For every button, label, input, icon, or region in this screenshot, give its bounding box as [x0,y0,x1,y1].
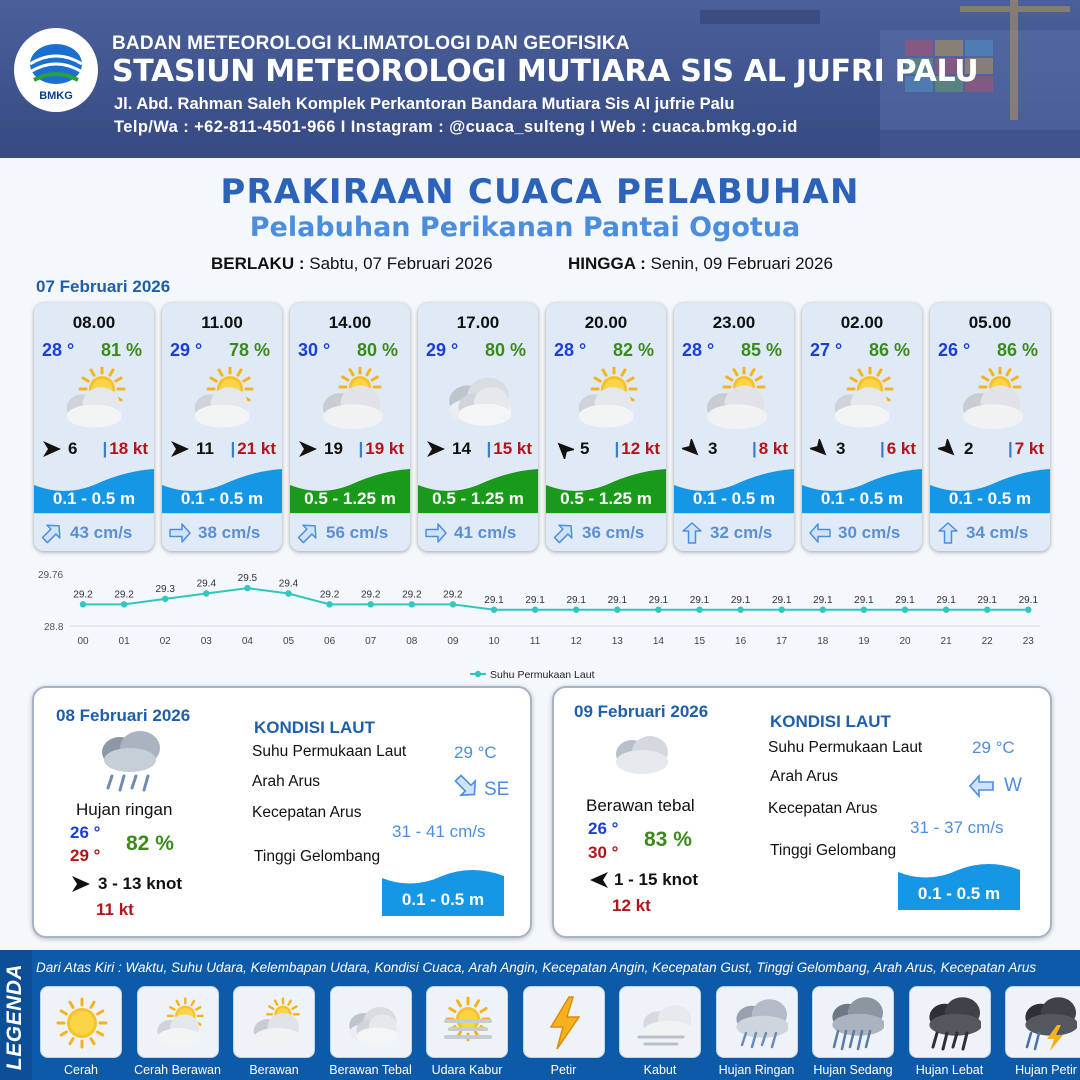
data-label: 29.2 [73,589,93,601]
y-tick-label: 28.8 [44,622,64,633]
valid-to-label: HINGGA : [568,254,646,273]
x-tick-label: 07 [365,636,377,647]
valid-to [568,254,833,274]
data-label: 29.1 [813,594,833,606]
legend-title: LEGENDA [3,963,26,1071]
x-tick-label: 04 [241,636,253,647]
hourly-card [290,303,410,551]
humidity: 82 % [612,340,654,360]
separator: | [879,439,885,458]
gust-value: 8 kt [758,439,788,458]
x-tick-label: 01 [118,636,130,647]
wind-direction-icon [588,870,610,890]
daily-wind-speed: 1 - 15 knot [614,870,699,889]
data-label: 29.1 [1018,594,1039,606]
x-tick-label: 22 [981,636,993,647]
legend-item-label: Hujan Ringan [718,1063,795,1077]
gust-value: 15 kt [493,439,532,458]
wave-height: 0.1 - 0.5 m [692,489,776,508]
current-direction-arrow-icon [680,521,704,545]
sst-value: 29 °C [454,743,497,762]
data-label: 29.1 [895,594,915,606]
current-direction-arrow-icon [168,521,192,545]
forecast-time: 20.00 [584,313,628,332]
forecast-time: 17.00 [456,313,500,332]
gust-speed [880,439,916,459]
x-tick-label: 05 [282,636,295,647]
data-point [532,607,538,613]
humidity: 80 % [356,340,398,360]
day1-date: 07 Februari 2026 [36,277,171,296]
data-point [491,607,497,613]
x-tick-label: 19 [858,636,870,647]
berawan-icon [952,367,1028,429]
current-row [546,513,666,551]
gust-value: 6 kt [886,439,916,458]
legend-item-label: Berawan [249,1063,299,1077]
forecast-time: 23.00 [712,313,756,332]
data-point [162,596,168,602]
current-speed: 41 cm/s [454,523,517,542]
valid-from [211,254,493,274]
data-label: 29.1 [648,594,669,606]
current-direction-arrow-icon [40,521,64,545]
separator: | [102,439,108,458]
forecast-time: 02.00 [840,313,884,332]
sea-condition-title: KONDISI LAUT [254,718,375,737]
forecast-time: 14.00 [328,313,372,332]
cerah-berawan-icon [184,367,260,429]
sea-surface-temperature-chart [30,562,1060,692]
data-point [614,607,620,613]
current-direction-value: SE [484,779,510,800]
x-tick-label: 23 [1022,636,1034,647]
current-speed-label: Kecepatan Arus [768,800,878,817]
separator: | [230,439,236,458]
sst-label: Suhu Permukaan Laut [768,739,923,756]
gust-speed [358,439,404,459]
current-direction-value: W [1004,775,1022,796]
air-temperature: 28 ° [554,340,587,360]
legend-item-label: Berawan Tebal [329,1063,412,1077]
separator: | [751,439,757,458]
data-point [573,607,579,613]
daily-forecast-day2 [32,686,532,938]
wind-direction-icon [70,874,92,894]
current-row [674,513,794,551]
daily-forecast-day3 [552,686,1052,938]
legend-item-label: Kabut [643,1063,677,1077]
station-address: Jl. Abd. Rahman Saleh Komplek Perkantoran Bandara Mutiara Sis Al jufrie Palu [114,95,735,113]
data-label: 29.1 [730,594,751,606]
daily-temp-min: 26 ° [588,819,619,838]
air-temperature: 28 ° [42,340,75,360]
data-point [285,590,291,596]
legend-item [812,986,894,1058]
legend-item-label: Cerah Berawan [134,1063,221,1077]
logo-text: BMKG [39,90,73,102]
page-title: PRAKIRAAN CUACA PELABUHAN [220,172,860,212]
x-tick-label: 15 [693,636,706,647]
air-temperature: 30 ° [298,340,331,360]
current-direction-arrow-icon [808,521,832,545]
current-row [162,513,282,551]
data-label: 29.2 [402,589,422,601]
data-label: 29.4 [196,578,217,590]
humidity: 78 % [228,340,270,360]
valid-from-value: Sabtu, 07 Februari 2026 [309,254,493,273]
data-point [368,601,374,607]
wave-height: 0.1 - 0.5 m [820,489,904,508]
data-label: 29.5 [237,573,258,585]
current-direction-arrow-icon [968,772,996,800]
legend-item [716,986,798,1058]
legend-item [523,986,605,1058]
air-temperature: 26 ° [938,340,971,360]
berawan-tebal-icon [440,367,516,429]
cerah-berawan-icon [56,367,132,429]
daily-gust: 11 kt [96,900,134,919]
data-point [80,601,86,607]
data-point [450,601,456,607]
current-direction-label: Arah Arus [252,773,321,790]
daily-temp-min: 26 ° [70,823,101,842]
current-speed: 32 cm/s [710,523,773,542]
hourly-card [930,303,1050,551]
current-speed: 38 cm/s [198,523,261,542]
cerah-berawan-icon [568,367,644,429]
page-subtitle: Pelabuhan Perikanan Pantai Ogotua [249,212,801,243]
wave-height: 0.1 - 0.5 m [180,489,264,508]
daily-gust: 12 kt [612,896,651,915]
daily-humidity: 82 % [126,832,174,855]
sst-value: 29 °C [972,738,1015,757]
data-point [779,607,785,613]
gust-speed [102,439,148,459]
gust-speed [614,439,660,459]
data-label: 29.2 [114,589,134,601]
forecast-time: 08.00 [72,313,116,332]
data-point [121,601,127,607]
current-speed: 36 cm/s [582,523,645,542]
gust-speed [230,439,276,459]
legend-item-label: Cerah [63,1063,99,1077]
header-banner [0,0,1080,158]
data-point [244,585,250,591]
gust-speed [486,439,532,459]
gust-value: 7 kt [1014,439,1044,458]
wave-height: 0.5 - 1.25 m [304,489,396,508]
air-temperature: 28 ° [682,340,715,360]
gust-value: 21 kt [237,439,276,458]
x-tick-label: 18 [817,636,829,647]
hourly-card [162,303,282,551]
data-label: 29.1 [689,594,710,606]
data-label: 29.1 [936,594,956,606]
humidity: 80 % [484,340,526,360]
daily-humidity: 83 % [644,828,692,851]
current-direction-arrow-icon [552,521,576,545]
current-direction-arrow-icon [296,521,320,545]
legend-item [330,986,412,1058]
data-point [1025,607,1031,613]
legend-item-label: Hujan Sedang [813,1063,893,1077]
x-tick-label: 02 [159,636,171,647]
wave-height: 0.5 - 1.25 m [560,489,652,508]
x-tick-label: 03 [200,636,212,647]
legend-item-label: Udara Kabur [431,1063,503,1077]
legend-marker [475,671,481,677]
current-speed: 30 cm/s [838,523,901,542]
x-tick-label: 08 [406,636,418,647]
data-point [984,607,990,613]
data-point [820,607,826,613]
legend-item [426,986,508,1058]
x-tick-label: 12 [570,636,582,647]
x-tick-label: 10 [488,636,500,647]
hourly-card [674,303,794,551]
data-point [326,601,332,607]
x-tick-label: 20 [899,636,911,647]
data-label: 29.1 [854,594,874,606]
cerah-berawan-icon [824,367,900,429]
station-contact: Telp/Wa : +62-811-4501-966 I Instagram : @cuaca_sulteng I Web : cuaca.bmkg.go.id [114,118,798,136]
wind-direction-icon [810,439,830,459]
x-tick-label: 00 [77,636,89,647]
wind-speed: 5 [580,439,590,458]
hourly-card [546,303,666,551]
gust-value: 18 kt [109,439,148,458]
daily-date: 08 Februari 2026 [56,706,191,725]
data-point [861,607,867,613]
wind-direction-icon [170,439,190,459]
current-direction-arrow-icon [452,772,480,800]
humidity: 86 % [996,340,1038,360]
current-row [290,513,410,551]
current-row [802,513,922,551]
cloud-thick-icon [606,732,676,778]
hourly-card [418,303,538,551]
gust-value: 12 kt [621,439,660,458]
wind-direction-icon [426,439,446,459]
gust-value: 19 kt [365,439,404,458]
current-speed-label: Kecepatan Arus [252,804,362,821]
separator: | [1007,439,1013,458]
wind-direction-icon [938,439,958,459]
legend-item [137,986,219,1058]
data-label: 29.2 [443,589,463,601]
sst-label: Suhu Permukaan Laut [252,743,407,760]
data-label: 29.1 [484,594,504,606]
wind-direction-icon [554,439,574,459]
wind-direction-icon [42,439,62,459]
data-point [943,607,949,613]
legend-item [619,986,701,1058]
wind-speed: 14 [452,439,471,458]
data-label: 29.1 [566,594,586,606]
legend-label: Suhu Permukaan Laut [490,669,595,681]
data-label: 29.1 [977,594,997,606]
wind-speed: 3 [708,439,718,458]
berawan-icon [696,367,772,429]
daily-temp-max: 29 ° [70,846,101,865]
wind-speed: 2 [964,439,974,458]
humidity: 81 % [100,340,142,360]
x-tick-label: 06 [324,636,336,647]
humidity: 86 % [868,340,910,360]
data-label: 29.1 [607,594,628,606]
separator: | [358,439,364,458]
series-line [83,588,1028,610]
valid-from-label: BERLAKU : [211,254,305,273]
data-point [655,607,661,613]
x-tick-label: 09 [447,636,459,647]
legend-item-label: Hujan Lebat [915,1063,984,1077]
data-point [902,607,908,613]
current-direction-label: Arah Arus [770,768,839,785]
data-point [203,590,209,596]
wind-direction-icon [682,439,702,459]
legend-item [233,986,315,1058]
air-temperature: 27 ° [810,340,843,360]
valid-to-value: Senin, 09 Februari 2026 [650,254,833,273]
gust-speed [752,439,788,459]
current-speed: 56 cm/s [326,523,389,542]
separator: | [614,439,620,458]
forecast-time: 05.00 [968,313,1012,332]
x-tick-label: 21 [940,636,952,647]
x-tick-label: 14 [652,636,664,647]
wind-speed: 6 [68,439,78,458]
forecast-time: 11.00 [201,313,243,332]
air-temperature: 29 ° [170,340,203,360]
wind-direction-icon [298,439,318,459]
wave-height-label: Tinggi Gelombang [770,842,897,859]
hourly-card [34,303,154,551]
legend-item-label: Hujan Petir [1015,1063,1077,1077]
hourly-card [802,303,922,551]
x-tick-label: 11 [529,636,541,647]
x-tick-label: 17 [776,636,788,647]
data-point [696,607,702,613]
current-speed-value: 31 - 41 cm/s [392,822,486,841]
wave-height: 0.1 - 0.5 m [948,489,1032,508]
wave-height: 0.1 - 0.5 m [52,489,136,508]
air-temperature: 29 ° [426,340,459,360]
data-label: 29.1 [525,594,545,606]
current-speed: 43 cm/s [70,523,133,542]
wave-height-label: Tinggi Gelombang [254,848,381,865]
agency-name: BADAN METEOROLOGI KLIMATOLOGI DAN GEOFISIKA [112,33,630,54]
x-tick-label: 13 [611,636,623,647]
rain-light-icon [90,726,172,796]
wind-speed: 3 [836,439,846,458]
wind-speed: 19 [324,439,343,458]
data-label: 29.3 [155,583,175,595]
legend-description: Dari Atas Kiri : Waktu, Suhu Udara, Kelembapan Udara, Kondisi Cuaca, Arah Angin, Kecepatan Angin, Kecepatan Gust, Tinggi Gelombang, Arah Arus, Kecepatan Arus [36,960,1037,975]
current-speed-value: 31 - 37 cm/s [910,818,1004,837]
data-label: 29.2 [360,589,381,601]
data-label: 29.2 [319,589,340,601]
data-label: 29.1 [771,594,792,606]
current-row [930,513,1050,551]
daily-wind-speed: 3 - 13 knot [98,874,183,893]
daily-date: 09 Februari 2026 [574,702,709,721]
wave-height-value: 0.1 - 0.5 m [401,890,485,909]
gust-speed [1008,439,1044,459]
current-speed: 34 cm/s [966,523,1029,542]
x-tick-label: 16 [735,636,747,647]
legend-item [1005,986,1080,1058]
daily-temp-max: 30 ° [588,843,619,862]
y-tick-label: 29.76 [38,570,64,581]
current-row [34,513,154,551]
daily-condition: Hujan ringan [76,800,173,819]
legend-item [40,986,122,1058]
wind-speed: 11 [196,439,214,458]
current-direction-arrow-icon [936,521,960,545]
data-label: 29.4 [278,578,299,590]
wave-height: 0.5 - 1.25 m [432,489,524,508]
legend-item-label: Petir [550,1063,577,1077]
daily-condition: Berawan tebal [586,796,695,815]
humidity: 85 % [740,340,782,360]
data-point [409,601,415,607]
legend-item [909,986,991,1058]
station-name: STASIUN METEOROLOGI MUTIARA SIS AL JUFRI PALU [112,54,979,89]
berawan-icon [312,367,388,429]
data-point [737,607,743,613]
wave-height-value: 0.1 - 0.5 m [917,884,1001,903]
separator: | [486,439,492,458]
sea-condition-title: KONDISI LAUT [770,712,891,731]
current-direction-arrow-icon [424,521,448,545]
current-row [418,513,538,551]
